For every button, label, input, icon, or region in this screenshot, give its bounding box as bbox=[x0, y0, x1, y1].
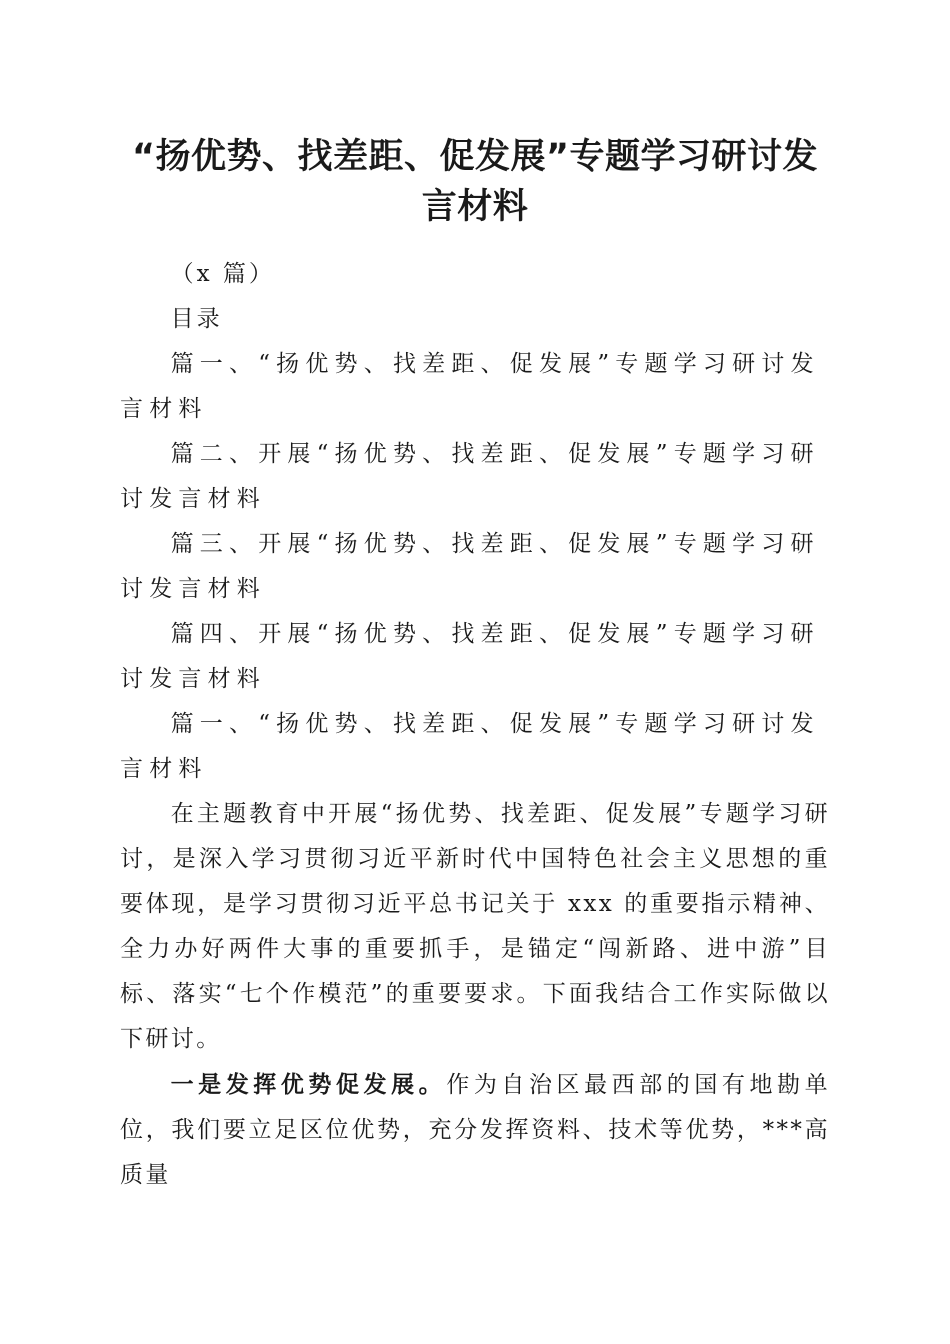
paragraph-2-text: 作为自治区最西部的国有地勘单位，我们要立足区位优势，充分发挥资料、技术等优势，***高质量 bbox=[120, 1072, 830, 1188]
paragraph-1: 在主题教育中开展“扬优势、找差距、促发展”专题学习研讨，是深入学习贯彻习近平新时代中国特色社会主义思想的重要体现，是学习贯彻习近平总书记关于 xxx 的重要指示精神、全力办好两件大事的重要抓手，是锚定“闯新路、进中游”目标、落实“七个作模范”的重要要求。下面我结合工作实际做以下研讨。 bbox=[120, 801, 830, 1052]
toc-item-4: 篇四、开展“扬优势、找差距、促发展”专题学习研讨发言材料 bbox=[120, 621, 820, 692]
toc-item-1: 篇一、“扬优势、找差距、促发展”专题学习研讨发言材料 bbox=[120, 351, 820, 422]
toc-item-2: 篇二、开展“扬优势、找差距、促发展”专题学习研讨发言材料 bbox=[120, 441, 820, 512]
toc-item-3: 篇三、开展“扬优势、找差距、促发展”专题学习研讨发言材料 bbox=[120, 531, 820, 602]
section-1-heading: 篇一、“扬优势、找差距、促发展”专题学习研讨发言材料 bbox=[120, 711, 820, 782]
paragraph-2-lead: 一是发挥优势促发展。 bbox=[170, 1071, 447, 1098]
count-note: （x 篇） bbox=[170, 261, 275, 287]
document-title bbox=[120, 132, 830, 232]
paragraph-2 bbox=[120, 1062, 830, 1198]
title-line-1: “扬优势、找差距、促发展”专题学习研讨发 bbox=[131, 137, 818, 177]
toc-heading: 目录 bbox=[170, 306, 223, 332]
title-line-2: 言材料 bbox=[421, 187, 529, 227]
document-body bbox=[120, 252, 830, 1198]
